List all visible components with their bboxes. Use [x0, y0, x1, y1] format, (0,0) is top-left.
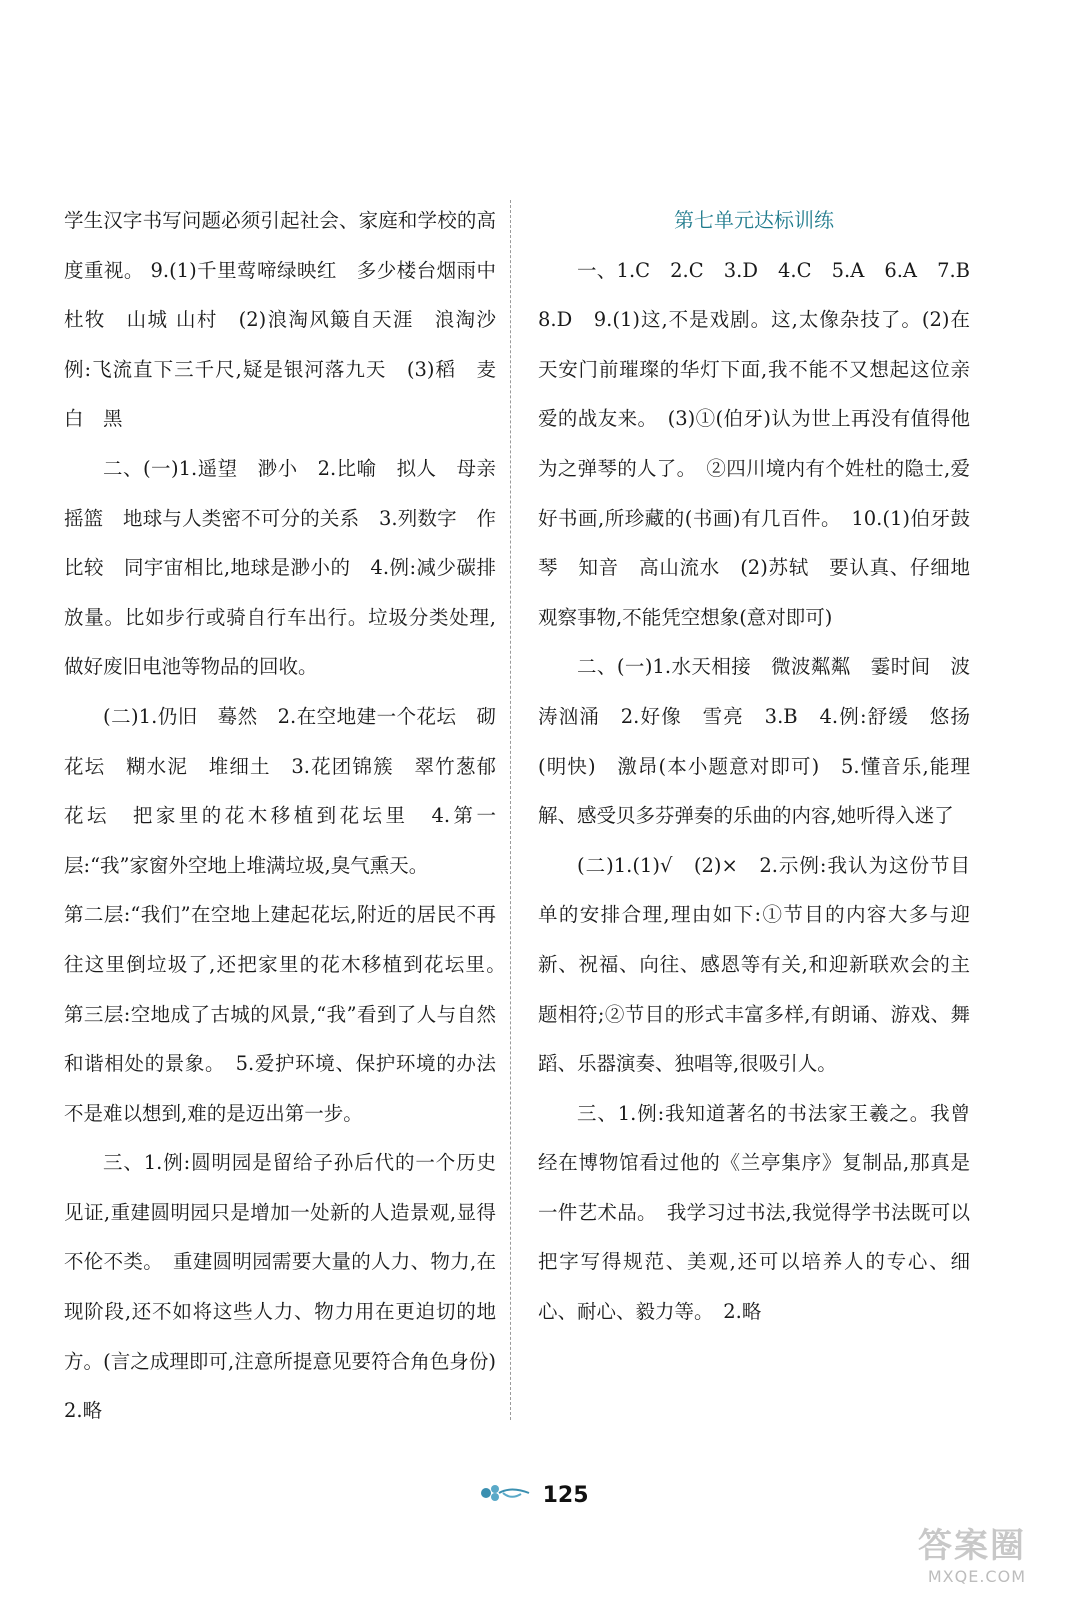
page-number: 125	[542, 1482, 589, 1508]
left-paragraph-2: 二、(一)1.遥望 渺小 2.比喻 拟人 母亲 摇篮 地球与人类密不可分的关系 3.列数字 作比较 同宇宙相比,地球是渺小的 4.例:减少碳排放量。比如步行或骑自行车出行。垃圾分类处理,做好废旧电池等物品的回收。	[64, 456, 516, 679]
left-paragraph-5: 三、1.例:圆明园是留给子孙后代的一个历史见证,重建圆明园只是增加一处新的人造景观,显得不伦不类。 重建圆明园需要大量的人力、物力,在现阶段,还不如将这些人力、物力用在更迫切的地方。(言之成理即可,注意所提意见要符合角色身份) 2.略	[64, 1151, 516, 1423]
page-footer	[0, 1482, 1066, 1508]
column-divider	[510, 200, 511, 1420]
watermark-cn: 答案圈	[918, 1526, 1026, 1566]
right-paragraph-3: (二)1.(1)√ (2)× 2.示例:我认为这份节目单的安排合理,理由如下:①节目的内容大多与迎新、祝福、向往、感恩等有关,和迎新联欢会的主题相符;②节目的形式丰富多样,有朗诵、游戏、舞蹈、乐器演奏、独唱等,很吸引人。	[538, 853, 970, 1076]
right-paragraph-2: 二、(一)1.水天相接 微波粼粼 霎时间 波涛汹涌 2.好像 雪亮 3.B 4.例:舒缓 悠扬(明快) 激昂(本小题意对即可) 5.懂音乐,能理解、感受贝多芬弹奏的乐曲的内容,她听得入迷了	[538, 655, 970, 828]
left-column	[64, 196, 516, 1436]
section-title: 第七单元达标训练	[674, 208, 834, 232]
watermark-url: MXQE.COM	[927, 1567, 1026, 1586]
watermark-logo	[856, 1518, 1026, 1586]
left-paragraph-3: (二)1.仍旧 蓦然 2.在空地建一个花坛 砌花坛 糊水泥 堆细土 3.花团锦簇 翠竹葱郁 花坛 把家里的花木移植到花坛里 4.第一层:“我”家窗外空地上堆满垃圾,臭气熏天。	[64, 704, 516, 877]
right-paragraph-4: 三、1.例:我知道著名的书法家王羲之。我曾经在博物馆看过他的《兰亭集序》复制品,那真是一件艺术品。 我学习过书法,我觉得学书法既可以把字写得规范、美观,还可以培养人的专心、细心、耐心、毅力等。 2.略	[538, 1101, 970, 1324]
right-paragraph-1: 一、1.C 2.C 3.D 4.C 5.A 6.A 7.B 8.D 9.(1)这,不是戏剧。这,太像杂技了。(2)在天安门前璀璨的华灯下面,我不能不又想起这位亲爱的战友来。 (3)①(伯牙)认为世上再没有值得他为之弹琴的人了。 ②四川境内有个姓杜的隐士,爱好书画,所珍藏的(书画)有几百件。 10.(1)伯牙鼓琴 知音 高山流水 (2)苏轼 要认真、仔细地观察事物,不能凭空想象(意对即可)	[538, 258, 990, 629]
flower-ornament-icon	[477, 1482, 531, 1508]
left-paragraph-4: 第二层:“我们”在空地上建起花坛,附近的居民不再往这里倒垃圾了,还把家里的花木移植到花坛里。 第三层:空地成了古城的风景,“我”看到了人与自然和谐相处的景象。 5.爱护环境、保护环境的办法不是难以想到,难的是迈出第一步。	[64, 903, 516, 1125]
left-paragraph-1: 学生汉字书写问题必须引起社会、家庭和学校的高度重视。 9.(1)千里莺啼绿映红 多少楼台烟雨中 杜牧 山城 山村 (2)浪淘风簸自天涯 浪淘沙 例:飞流直下三千尺,疑是银河落九天 (3)稻 麦 白 黑	[64, 209, 516, 431]
right-column	[538, 196, 990, 1337]
